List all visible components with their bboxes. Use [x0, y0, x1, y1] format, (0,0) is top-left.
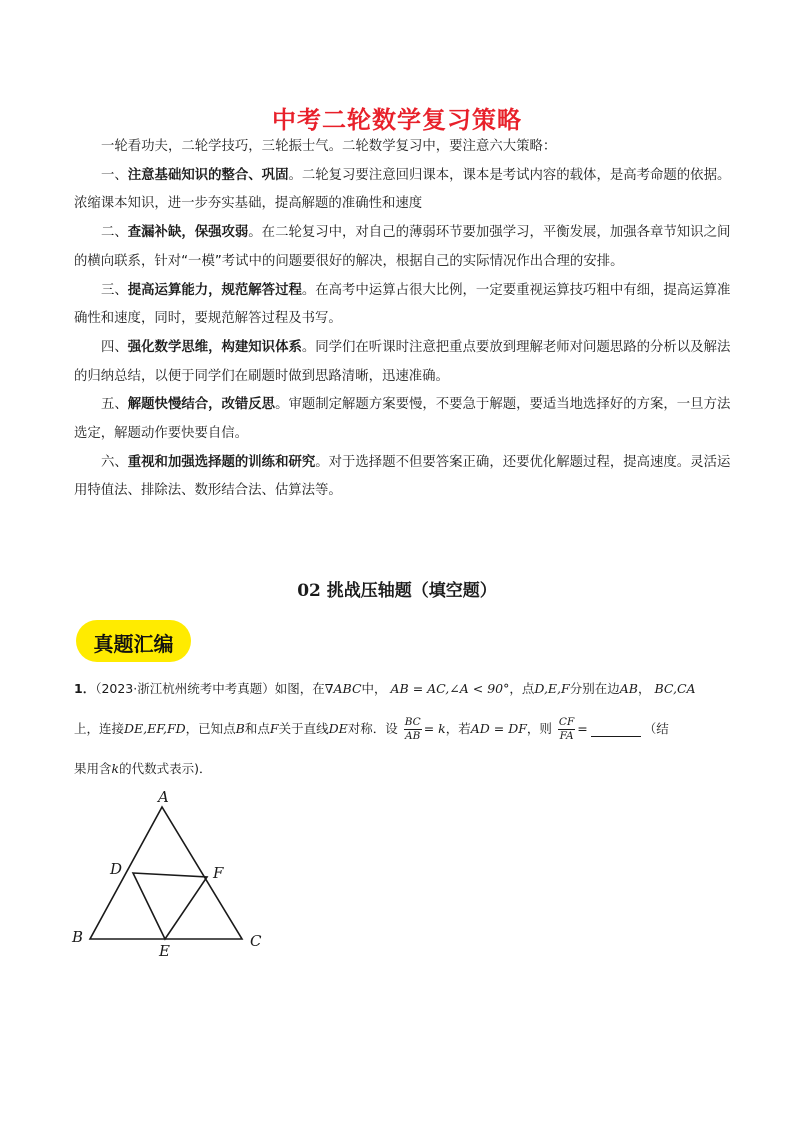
- math-condition: AB = AC,∠A < 90°: [390, 681, 510, 696]
- problem-text: 对称．设: [347, 721, 398, 736]
- strategy-paragraph-5: [74, 391, 734, 448]
- strategy-heading: 强化数学思维，构建知识体系: [127, 339, 302, 355]
- problem-text: 分别在边: [569, 681, 620, 696]
- problem-text: 如图，在: [274, 681, 325, 696]
- math-point: B: [235, 721, 245, 736]
- math-point: F: [269, 721, 279, 736]
- strategy-paragraph-2: [74, 219, 734, 276]
- problem-text: ，: [637, 681, 651, 696]
- strategy-text: 。审题制定解题方案要慢，不要急于解题，要适当地选择好的方案，一旦方法选定，解题动作要快要自信。: [74, 397, 731, 442]
- label-d: D: [110, 860, 123, 878]
- problem-number: 1．: [74, 681, 96, 696]
- problem-text: 的代数式表示)．: [119, 761, 212, 776]
- page-title: 中考二轮数学复习策略: [272, 106, 522, 134]
- fraction-numerator: BC: [404, 716, 421, 728]
- problem-text: ，若: [445, 721, 471, 736]
- fraction-denominator: FA: [559, 730, 574, 742]
- problem-line-1: [74, 676, 696, 701]
- intro-paragraph: 一轮看功夫，二轮学技巧，三轮振士气。二轮数学复习中，要注意六大策略：: [101, 139, 557, 154]
- strategy-paragraph-6: [74, 449, 734, 506]
- problem-text: ，点: [509, 681, 535, 696]
- math-points: D,E,F: [534, 681, 570, 696]
- strategy-number: 四、: [101, 339, 128, 355]
- strategy-number: 三、: [101, 282, 128, 298]
- problem-text: 果用含: [74, 761, 112, 776]
- strategy-paragraph-1: [74, 162, 734, 219]
- math-segments: DE,EF,FD: [124, 721, 186, 736]
- strategy-heading: 提高运算能力，规范解答过程: [127, 282, 302, 298]
- strategy-text: 。二轮复习要注意回归课本，课本是考试内容的载体，是高考命题的依据。浓缩课本知识，进一步夯实基础，提高解题的准确性和速度: [74, 167, 731, 212]
- strategy-paragraph-4: [74, 334, 734, 391]
- fraction-numerator: CF: [558, 716, 575, 728]
- strategy-number: 六、: [101, 454, 128, 470]
- problem-source: （2023·浙江杭州统考中考真题）: [95, 681, 275, 696]
- math-line: DE: [328, 721, 348, 736]
- problem-line-3: [74, 756, 211, 781]
- math-triangle: ∇ABC: [324, 681, 362, 696]
- strategy-heading: 解题快慢结合，改错反思: [127, 397, 276, 413]
- badge-label: 真题汇编: [93, 632, 174, 656]
- triangle-figure: [60, 780, 280, 970]
- strategy-number: 五、: [101, 397, 128, 413]
- label-f: F: [213, 864, 224, 882]
- triangle-def: [133, 873, 207, 939]
- math-variable: k: [111, 761, 120, 776]
- label-c: C: [250, 932, 262, 950]
- fraction-cf-fa: [558, 716, 575, 743]
- problem-text: 关于直线: [278, 721, 329, 736]
- fraction-denominator: AB: [405, 730, 421, 742]
- strategy-section: [74, 133, 734, 506]
- strategy-paragraph-3: [74, 277, 734, 334]
- answer-blank[interactable]: [591, 722, 641, 737]
- math-equals: =: [577, 721, 588, 736]
- problem-text: 和点: [244, 721, 270, 736]
- problem-text: 上，连接: [74, 721, 125, 736]
- strategy-heading: 查漏补缺，保强攻弱: [127, 225, 249, 241]
- section-badge: [76, 620, 191, 662]
- strategy-text: 。在二轮复习中，对自己的薄弱环节要加强学习，平衡发展，加强各章节知识之间的横向联系，针对“一模”考试中的问题要很好的解决，根据自己的实际情况作出合理的安排。: [74, 225, 731, 269]
- problem-text: ，已知点: [185, 721, 236, 736]
- strategy-heading: 注意基础知识的整合、巩固: [127, 167, 289, 183]
- strategy-text: 。同学们在听课时注意把重点要放到理解老师对问题思路的分析以及解法的归纳总结，以便于同学们在刷题时做到思路清晰，迅速准确。: [74, 339, 731, 384]
- math-equals-k: = k: [423, 721, 446, 736]
- label-e: E: [159, 942, 170, 960]
- strategy-text: 。对于选择题不但要答案正确，还要优化解题过程，提高速度。灵活运用特值法、排除法、数形结合法、估算法等。: [74, 454, 731, 499]
- strategy-heading: 重视和加强选择题的训练和研究: [127, 454, 316, 470]
- problem-text: （结: [643, 721, 669, 736]
- label-b: B: [72, 928, 84, 946]
- math-side: AB: [619, 681, 638, 696]
- strategy-number: 一、: [101, 167, 128, 183]
- fraction-bc-ab: [404, 716, 422, 743]
- problem-line-2: [74, 716, 669, 743]
- problem-text: 中，: [361, 681, 387, 696]
- label-a: A: [158, 788, 169, 806]
- section-title: 02 挑战压轴题（填空题）: [297, 581, 497, 601]
- math-sides: BC,CA: [654, 681, 696, 696]
- problem-text: ，则: [526, 721, 552, 736]
- math-condition: AD = DF: [470, 721, 527, 736]
- strategy-text: 。在高考中运算占很大比例，一定要重视运算技巧粗中有细，提高运算准确性和速度，同时，要规范解答过程及书写。: [74, 282, 731, 327]
- strategy-number: 二、: [101, 225, 128, 241]
